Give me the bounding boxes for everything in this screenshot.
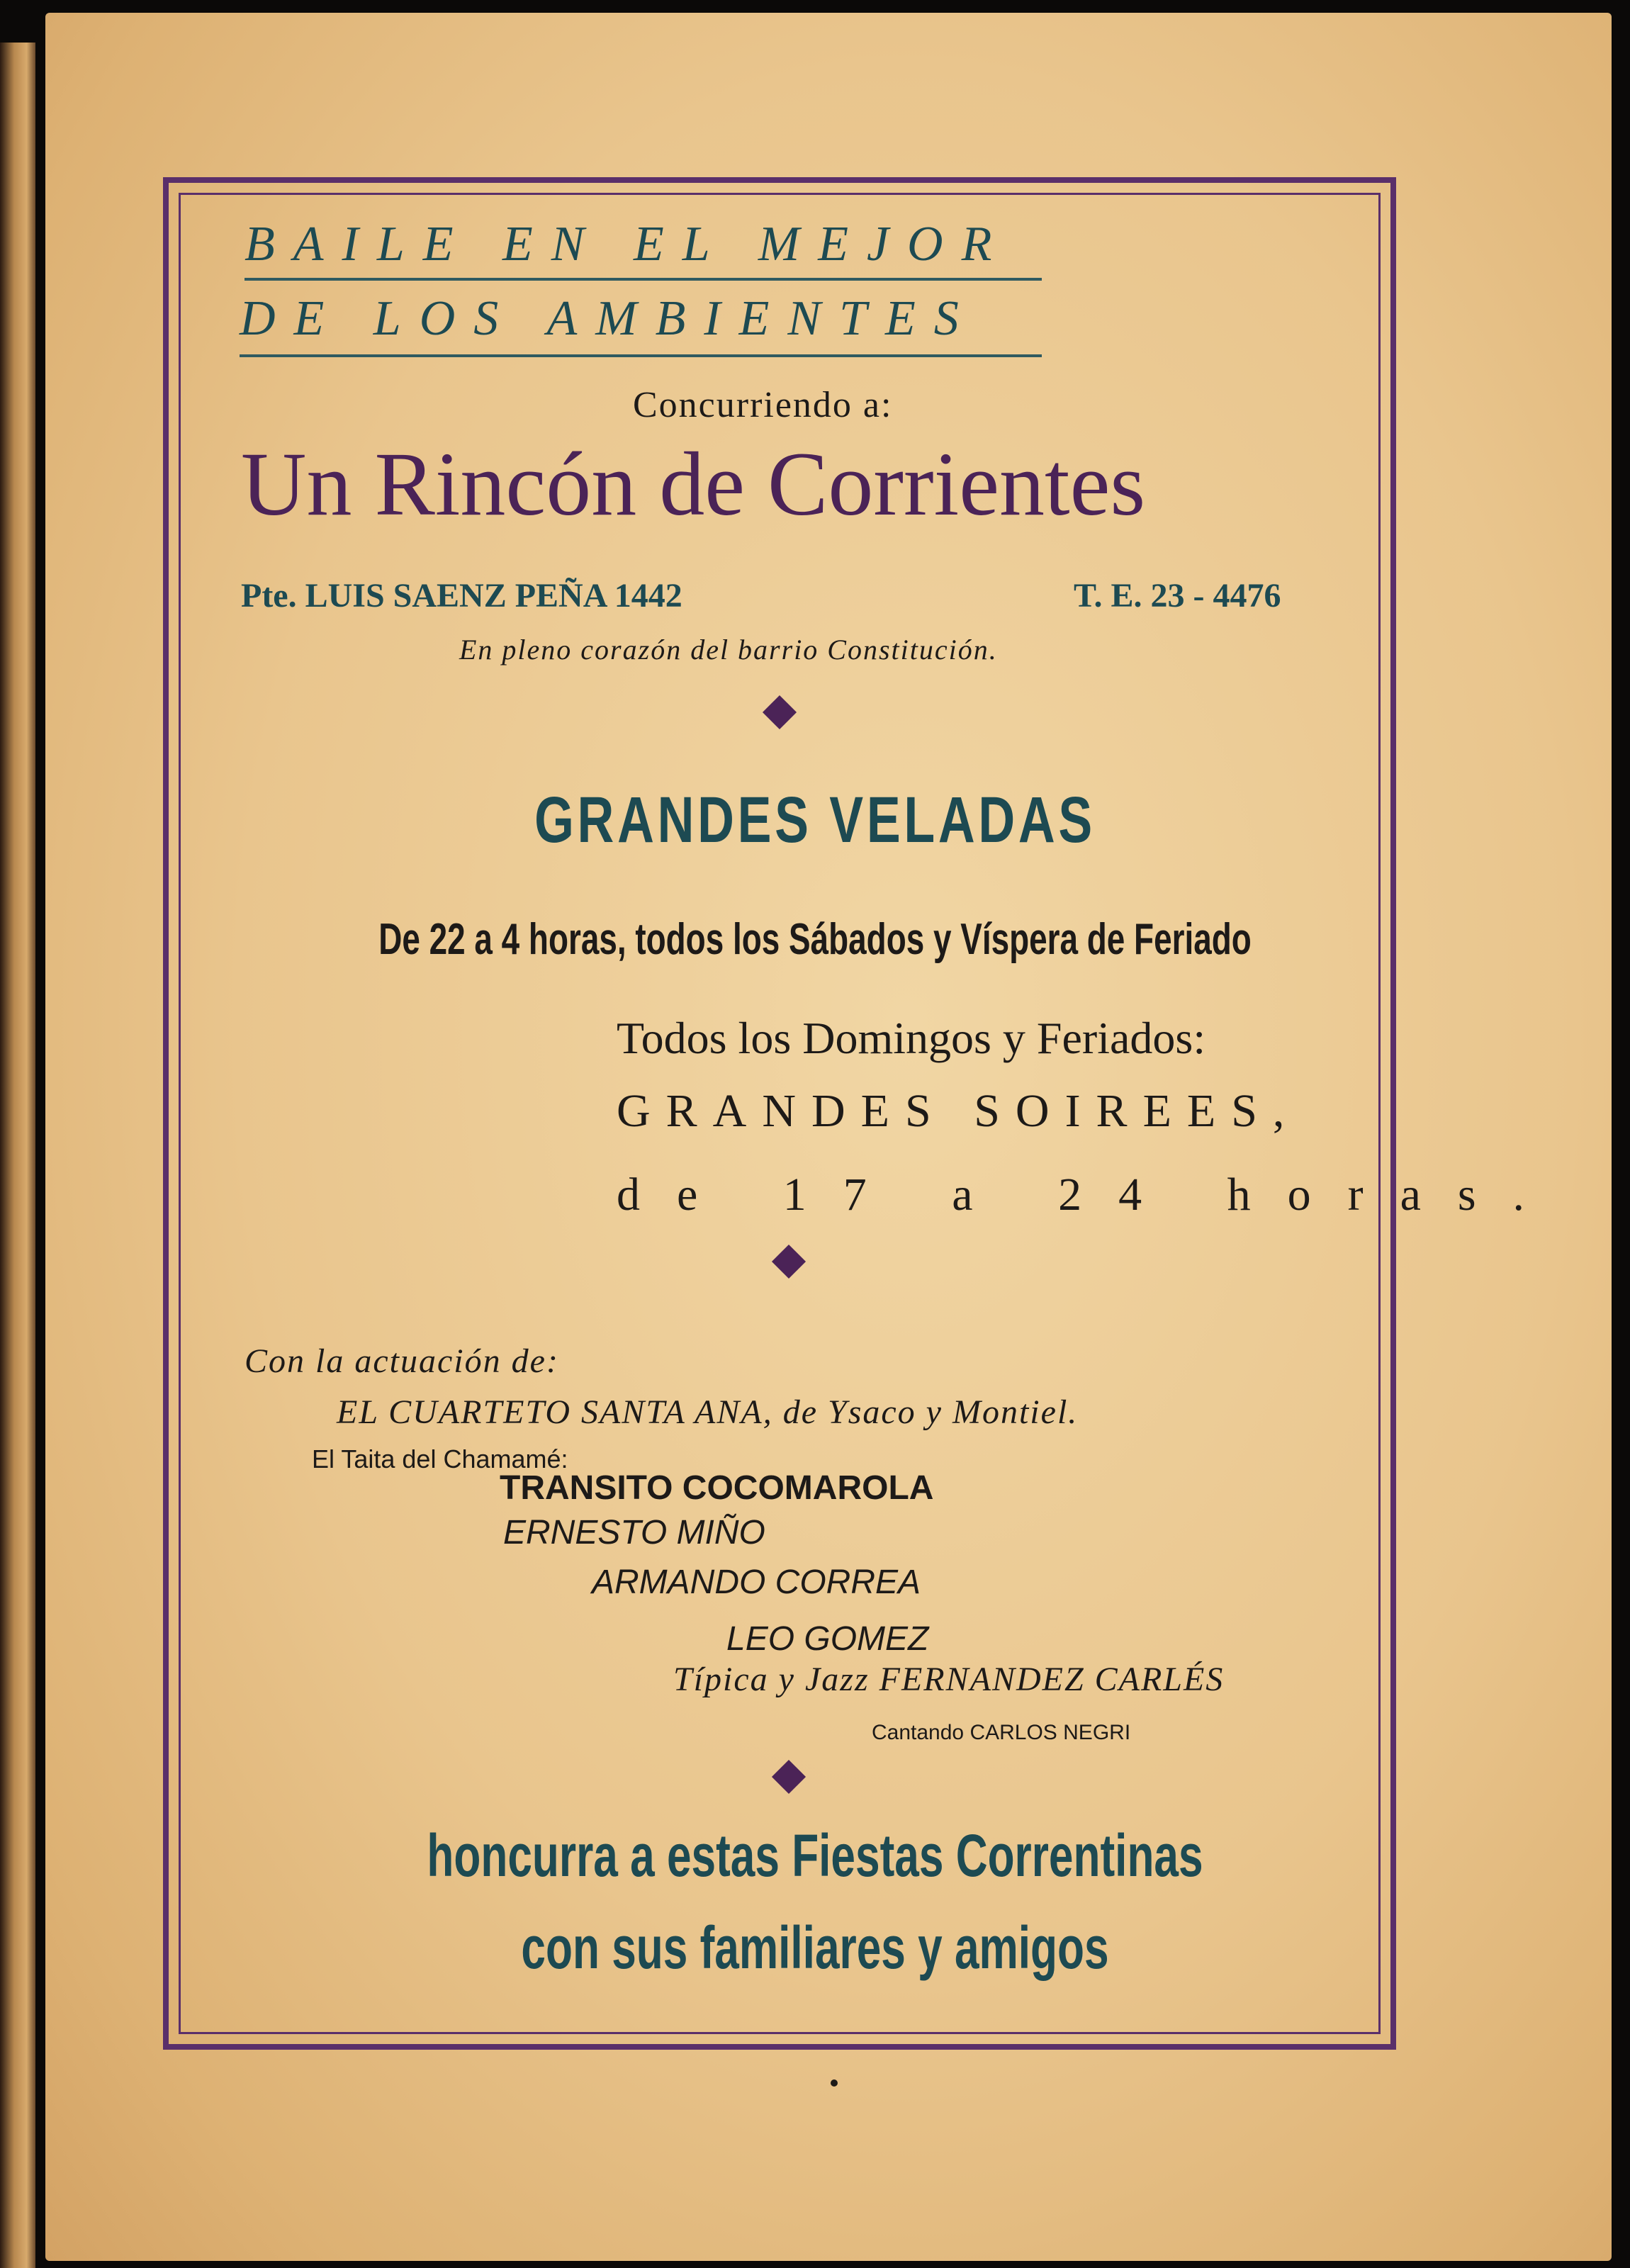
header-rule-1 bbox=[244, 278, 1042, 281]
page-speck bbox=[831, 2079, 838, 2087]
performer-ernesto: ERNESTO MIÑO bbox=[503, 1514, 765, 1551]
header-line-1: BAILE EN EL MEJOR bbox=[244, 217, 1011, 271]
header-rule-2 bbox=[240, 354, 1042, 357]
performers-intro: Con la actuación de: bbox=[244, 1342, 559, 1380]
performer-cuarteto: EL CUARTETO SANTA ANA, de Ysaco y Montiel. bbox=[337, 1393, 1079, 1431]
performer-leo: LEO GOMEZ bbox=[726, 1620, 929, 1658]
closing-line-2: con sus familiares y amigos bbox=[521, 1914, 1109, 1981]
soirees-line-2: GRANDES SOIREES, bbox=[617, 1085, 1300, 1137]
soirees-line-1: Todos los Domingos y Feriados: bbox=[617, 1013, 1206, 1063]
location-note: En pleno corazón del barrio Constitución. bbox=[459, 634, 998, 666]
performer-tipica: Típica y Jazz FERNANDEZ CARLÉS bbox=[673, 1661, 1225, 1698]
venue-name: Un Rincón de Corrientes bbox=[241, 434, 1146, 534]
soirees-line-3: de 17 a 24 horas. bbox=[617, 1169, 1562, 1220]
header-line-2: DE LOS AMBIENTES bbox=[240, 291, 977, 346]
performer-cantando: Cantando CARLOS NEGRI bbox=[872, 1721, 1131, 1744]
taita-name: TRANSITO COCOMAROLA bbox=[500, 1469, 934, 1507]
book-spine bbox=[0, 43, 35, 2268]
address: Pte. LUIS SAENZ PEÑA 1442 bbox=[241, 577, 682, 614]
veladas-schedule: De 22 a 4 horas, todos los Sábados y Víspera de Feriado bbox=[378, 915, 1252, 964]
intro-text: Concurriendo a: bbox=[633, 385, 893, 425]
taita-label: El Taita del Chamamé: bbox=[312, 1444, 568, 1473]
performer-armando: ARMANDO CORREA bbox=[592, 1564, 921, 1601]
veladas-title: GRANDES VELADAS bbox=[534, 784, 1096, 856]
closing-line-1: honcurra a estas Fiestas Correntinas bbox=[427, 1822, 1203, 1889]
phone: T. E. 23 - 4476 bbox=[1074, 577, 1281, 614]
